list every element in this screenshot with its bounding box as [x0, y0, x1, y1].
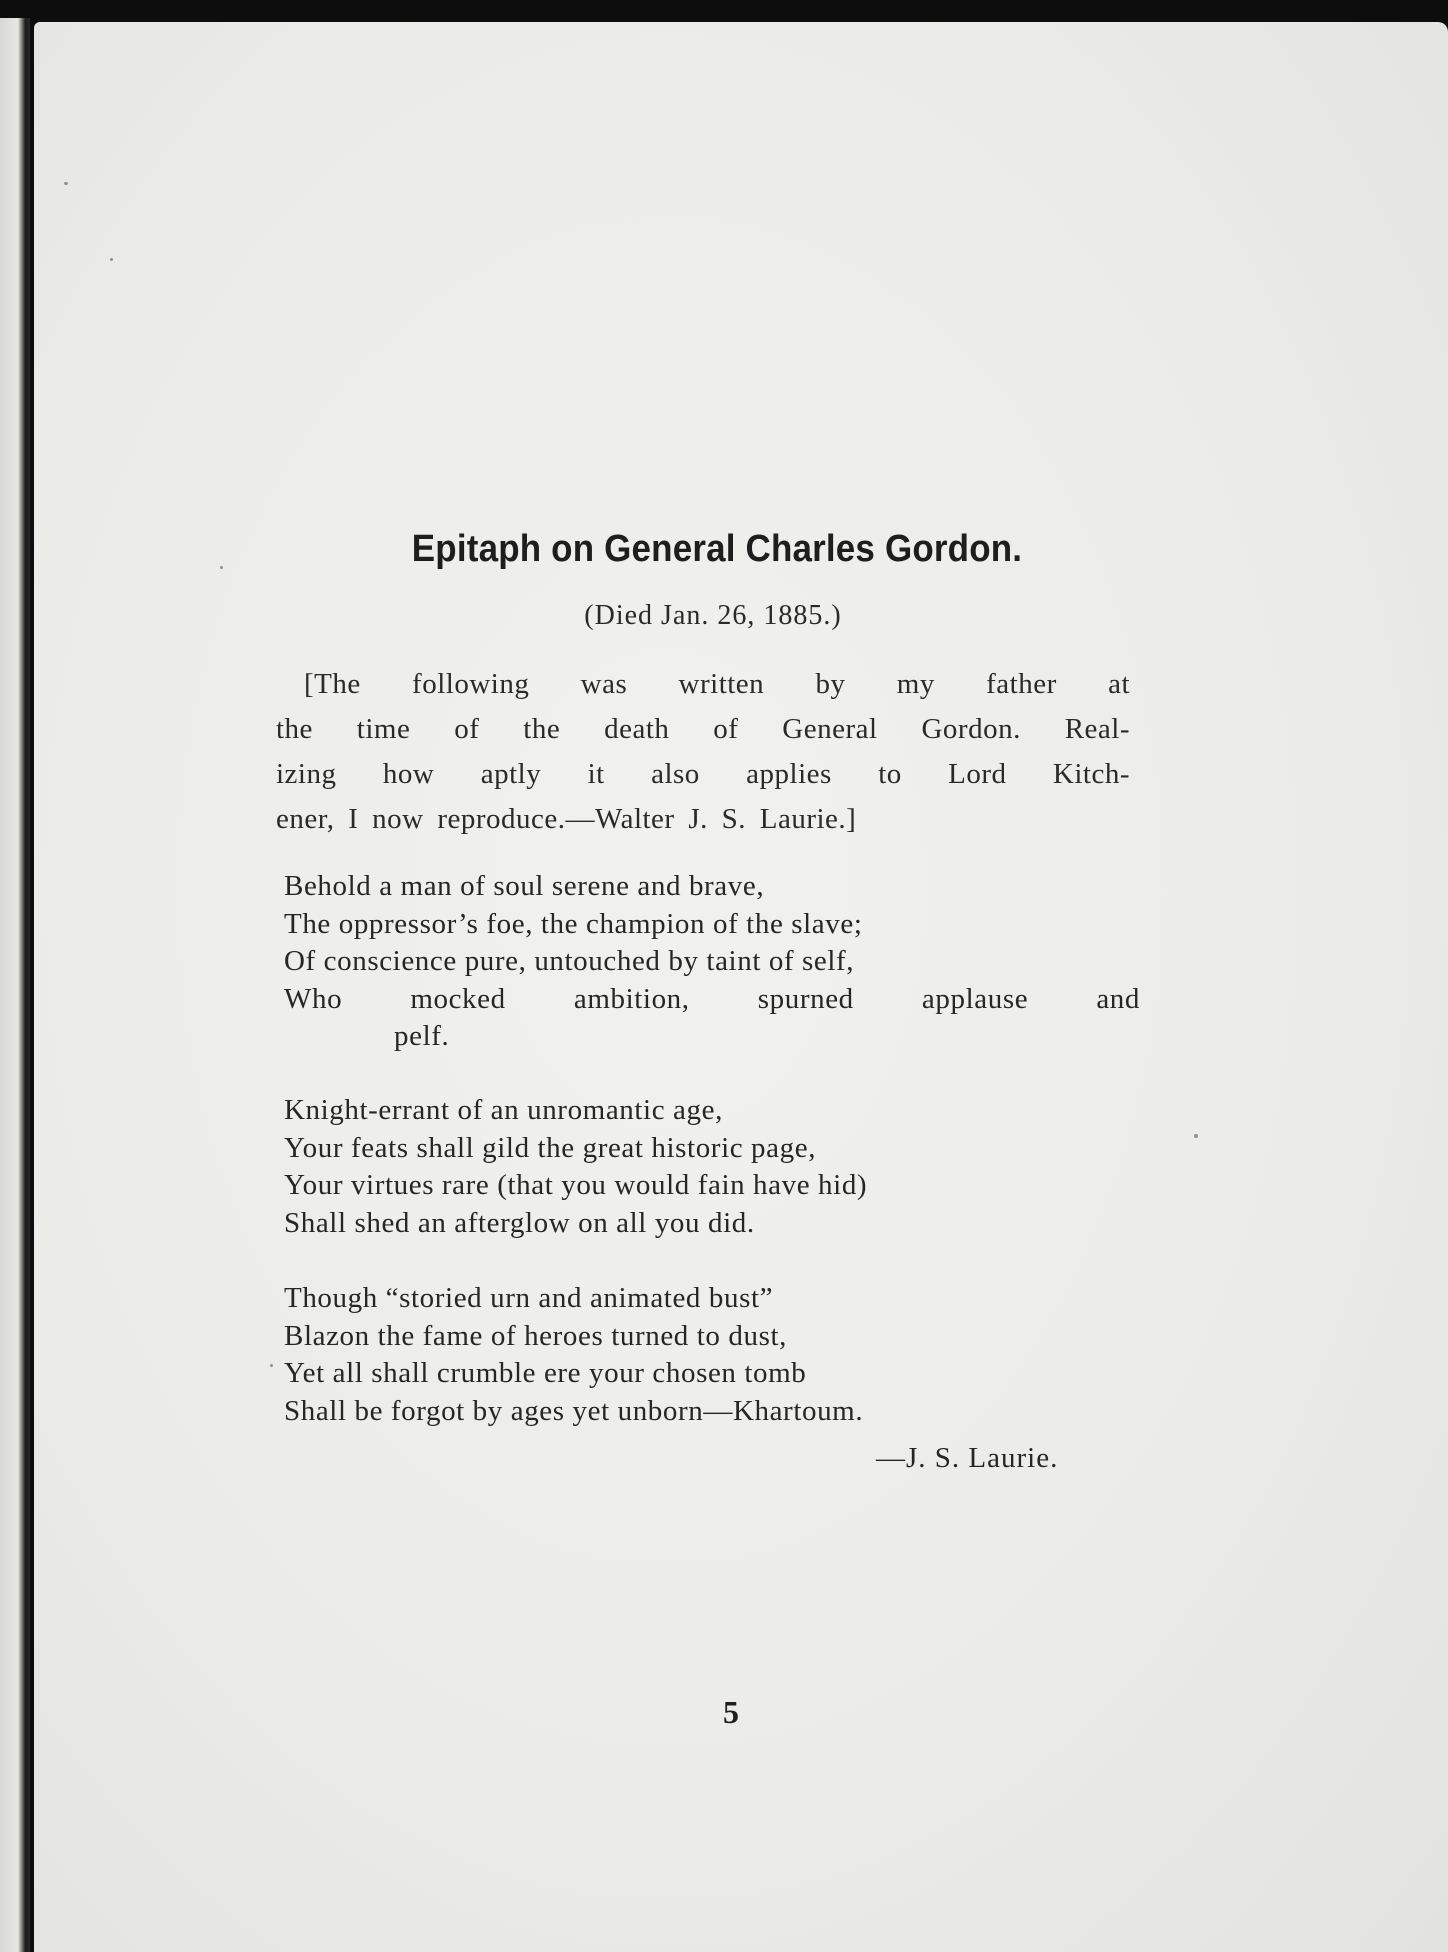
stanza-1	[284, 868, 1140, 1056]
verse-line: pelf.	[394, 1020, 450, 1052]
verse-line: Of conscience pure, untouched by taint of self,	[284, 945, 855, 977]
paper-speck	[1194, 1134, 1198, 1138]
paper-speck	[220, 566, 223, 569]
verse-line: The oppressor’s foe, the champion of the slave;	[284, 907, 863, 940]
verse-line: Shall shed an afterglow on all you did.	[284, 1206, 755, 1239]
book-page	[34, 22, 1448, 1952]
stanza-2	[284, 1092, 1140, 1242]
paper-speck	[110, 258, 113, 261]
note-line: [The following was written by my father at	[304, 668, 1130, 700]
verse-line: Your feats shall gild the great historic page,	[284, 1131, 817, 1164]
stanza-3	[284, 1280, 1140, 1430]
verse-line: Behold a man of soul serene and brave,	[284, 870, 765, 902]
adjacent-page-edge	[0, 18, 30, 1952]
verse-line: Shall be forgot by ages yet unborn—Khartoum.	[284, 1394, 864, 1427]
note-line: the time of the death of General Gordon. Real-	[276, 713, 1130, 745]
poem-attribution: —J. S. Laurie.	[876, 1442, 1059, 1474]
paper-speck	[270, 1364, 273, 1367]
death-date-subtitle: (Died Jan. 26, 1885.)	[584, 600, 842, 631]
verse-line: Knight-errant of an unromantic age,	[284, 1094, 723, 1126]
page-number: 5	[723, 1694, 739, 1730]
note-line: izing how aptly it also applies to Lord Kitch-	[276, 758, 1130, 790]
verse-line: Who mocked ambition, spurned applause and	[284, 982, 1140, 1015]
note-line: ener, I now reproduce.—Walter J. S. Laurie.]	[276, 803, 857, 835]
verse-line: Your virtues rare (that you would fain have hid)	[284, 1169, 868, 1201]
editorial-note	[276, 662, 1130, 842]
verse-line: Blazon the fame of heroes turned to dust,	[284, 1319, 787, 1352]
paper-speck	[64, 182, 68, 185]
page-title: Epitaph on General Charles Gordon.	[411, 528, 1023, 570]
verse-line: Yet all shall crumble ere your chosen tomb	[284, 1357, 807, 1389]
verse-line: Though “storied urn and animated bust”	[284, 1282, 774, 1314]
